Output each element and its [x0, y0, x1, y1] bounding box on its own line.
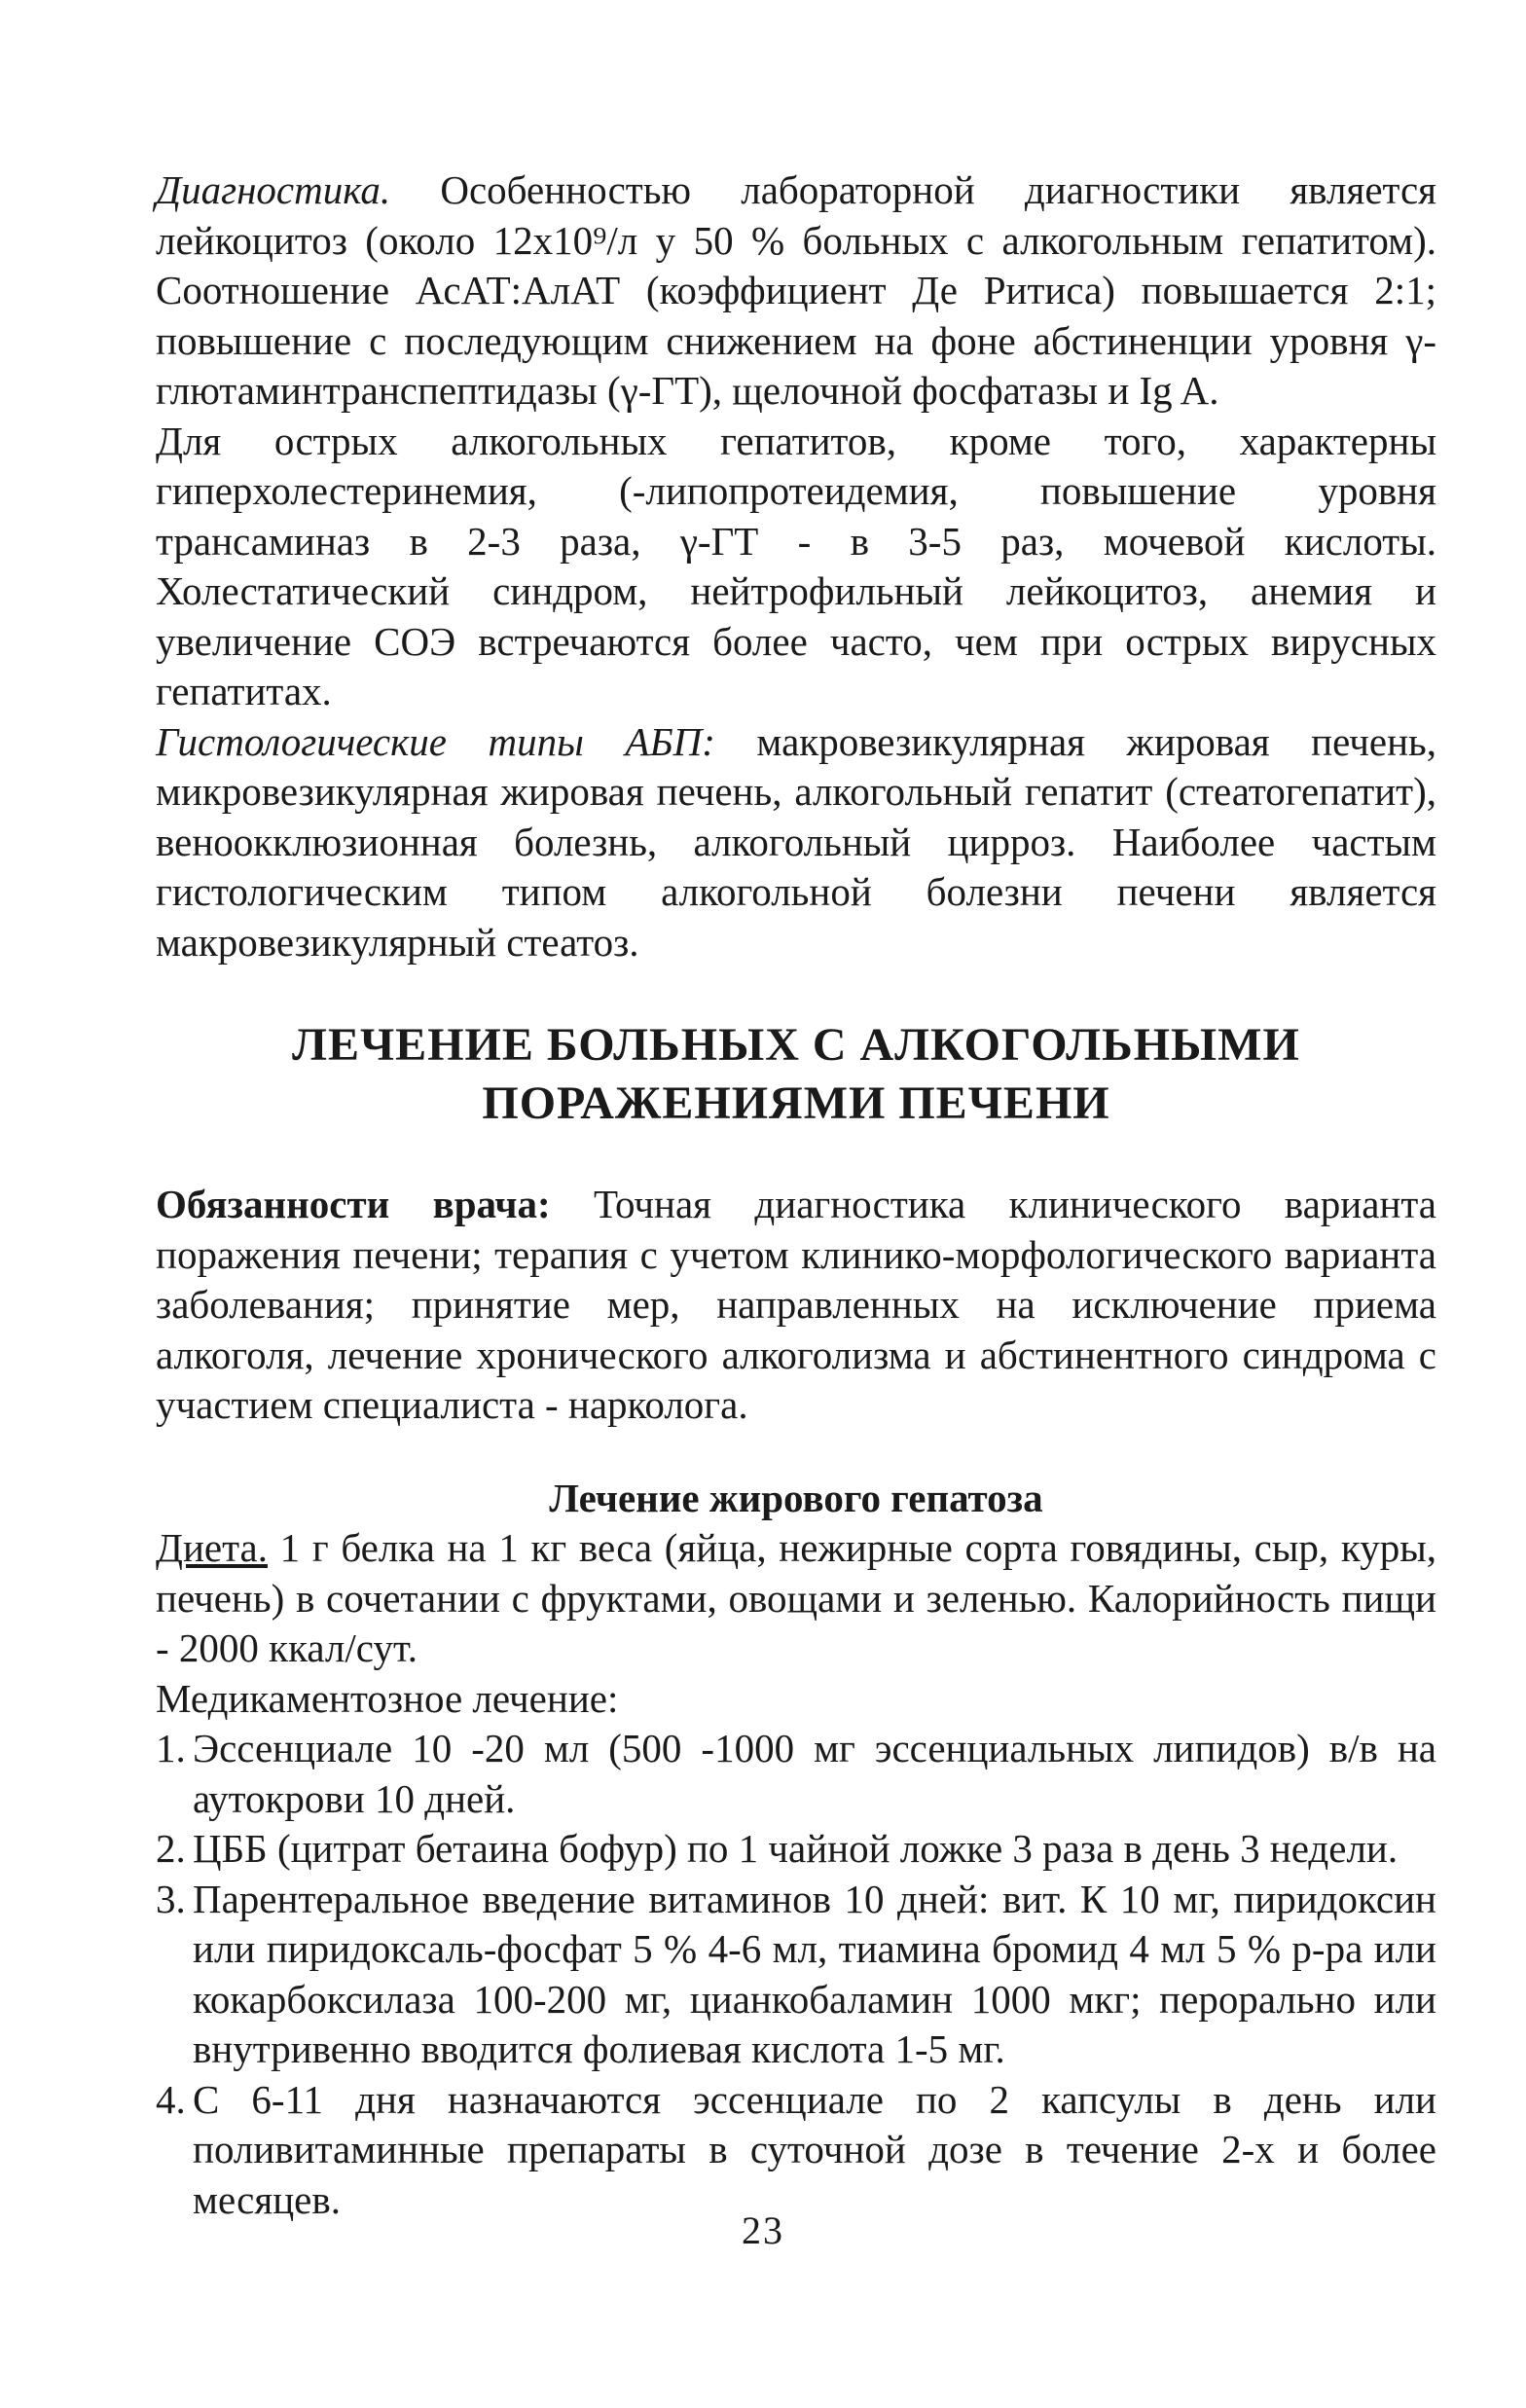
histology-label: Гистологические типы АБП: [156, 718, 715, 764]
section-title-line-1: ЛЕЧЕНИЕ БОЛЬНЫХ С АЛКОГОЛЬНЫМИ [292, 1019, 1300, 1071]
section-title-line-2: ПОРАЖЕНИЯМИ ПЕЧЕНИ [482, 1077, 1110, 1129]
list-item-number: 2. [156, 1826, 186, 1871]
list-item-number: 1. [156, 1726, 186, 1770]
duties-label: Обязанности врача: [156, 1182, 551, 1226]
list-item-number: 4. [156, 2076, 186, 2122]
medication-intro: Медикаментозное лечение: [156, 1675, 619, 1721]
duties-text: Точная диагностика клинического варианта поражения печени; терапия с учетом клинико-морфологического варианта заболевания; принятие мер, направленных на исключение приема алкоголя, лечение хронического алкоголизма и абстинентного синдрома с участием специалиста - нарколога. [156, 1182, 1437, 1427]
page-number: 23 [742, 2208, 784, 2252]
subheading-fatty-hepatosis: Лечение жирового гепатоза [549, 1475, 1043, 1520]
paragraph-diet [156, 1523, 1436, 1674]
list-item-text: Эссенциале 10 -20 мл (500 -1000 мг эссенциальных липидов) в/в на аутокрови 10 дней. [193, 1726, 1436, 1821]
histology-text: макровезикулярная жировая печень, микровезикулярная жировая печень, алкогольный гепатит (стеатогепатит), веноокклюзионная болезнь, алкогольный цирроз. Наиболее частым гистологическим типом алкогольной болезни печени является макровезикулярный стеатоз. [156, 718, 1436, 965]
list-item [156, 1824, 1436, 1875]
diet-text: 1 г белка на 1 кг веса (яйца, нежирные сорта говядины, сыр, куры, печень) в сочетании с фруктами, овощами и зеленью. Калорийность пищи - 2000 ккал/сут. [156, 1525, 1436, 1670]
diagnostics-text: Особенностью лабораторной диагностики является лейкоцитоз (около 12x10⁹/л у 50 % больных с алкогольным гепатитом). Соотношение АсАТ:АлАТ (коэффициент Де Ритиса) повышается 2:1; повышение с последующим снижением на фоне абстиненции уровня γ-глютаминтранспептидазы (γ-ГТ), щелочной фосфатазы и Ig A. [156, 167, 1436, 413]
paragraph-acute-hepatitis: Для острых алкогольных гепатитов, кроме того, характерны гиперхолестеринемия, (-липопротеидемия, повышение уровня трансаминаз в 2-3 раза, γ-ГТ - в 3-5 раз, мочевой кислоты. Холестатический синдром, нейтрофильный лейкоцитоз, анемия и увеличение СОЭ встречаются более часто, чем при острых вирусных гепатитах. [156, 418, 1436, 713]
list-item-text: ЦББ (цитрат бетаина бофур) по 1 чайной ложке 3 раза в день 3 недели. [193, 1826, 1399, 1871]
list-item-text: С 6-11 дня назначаются эссенциале по 2 капсулы в день или поливитаминные препараты в суточной дозе в течение 2-х и более месяцев. [193, 2076, 1436, 2222]
list-item [156, 1875, 1436, 2075]
list-item-number: 3. [156, 1876, 186, 1921]
paragraph-histology [156, 717, 1436, 968]
diet-label: Диета. [156, 1525, 268, 1570]
paragraph-doctor-duties [156, 1180, 1436, 1431]
list-item [156, 1724, 1436, 1824]
medication-list [156, 1724, 1436, 2225]
diagnostics-label: Диагностика. [156, 167, 391, 212]
list-item-text: Парентеральное введение витаминов 10 дней: вит. К 10 мг, пиридоксин или пиридоксаль-фосфат 5 % 4-6 мл, тиамина бромид 4 мл 5 % р-ра или кокарбоксилаза 100-200 мг, цианкобаламин 1000 мкг; перорально или внутривенно вводится фолиевая кислота 1-5 мг. [193, 1876, 1436, 2071]
paragraph-diagnostics [156, 165, 1436, 417]
body-text [156, 165, 1436, 2225]
list-item [156, 2075, 1436, 2226]
section-title [156, 1016, 1436, 1133]
